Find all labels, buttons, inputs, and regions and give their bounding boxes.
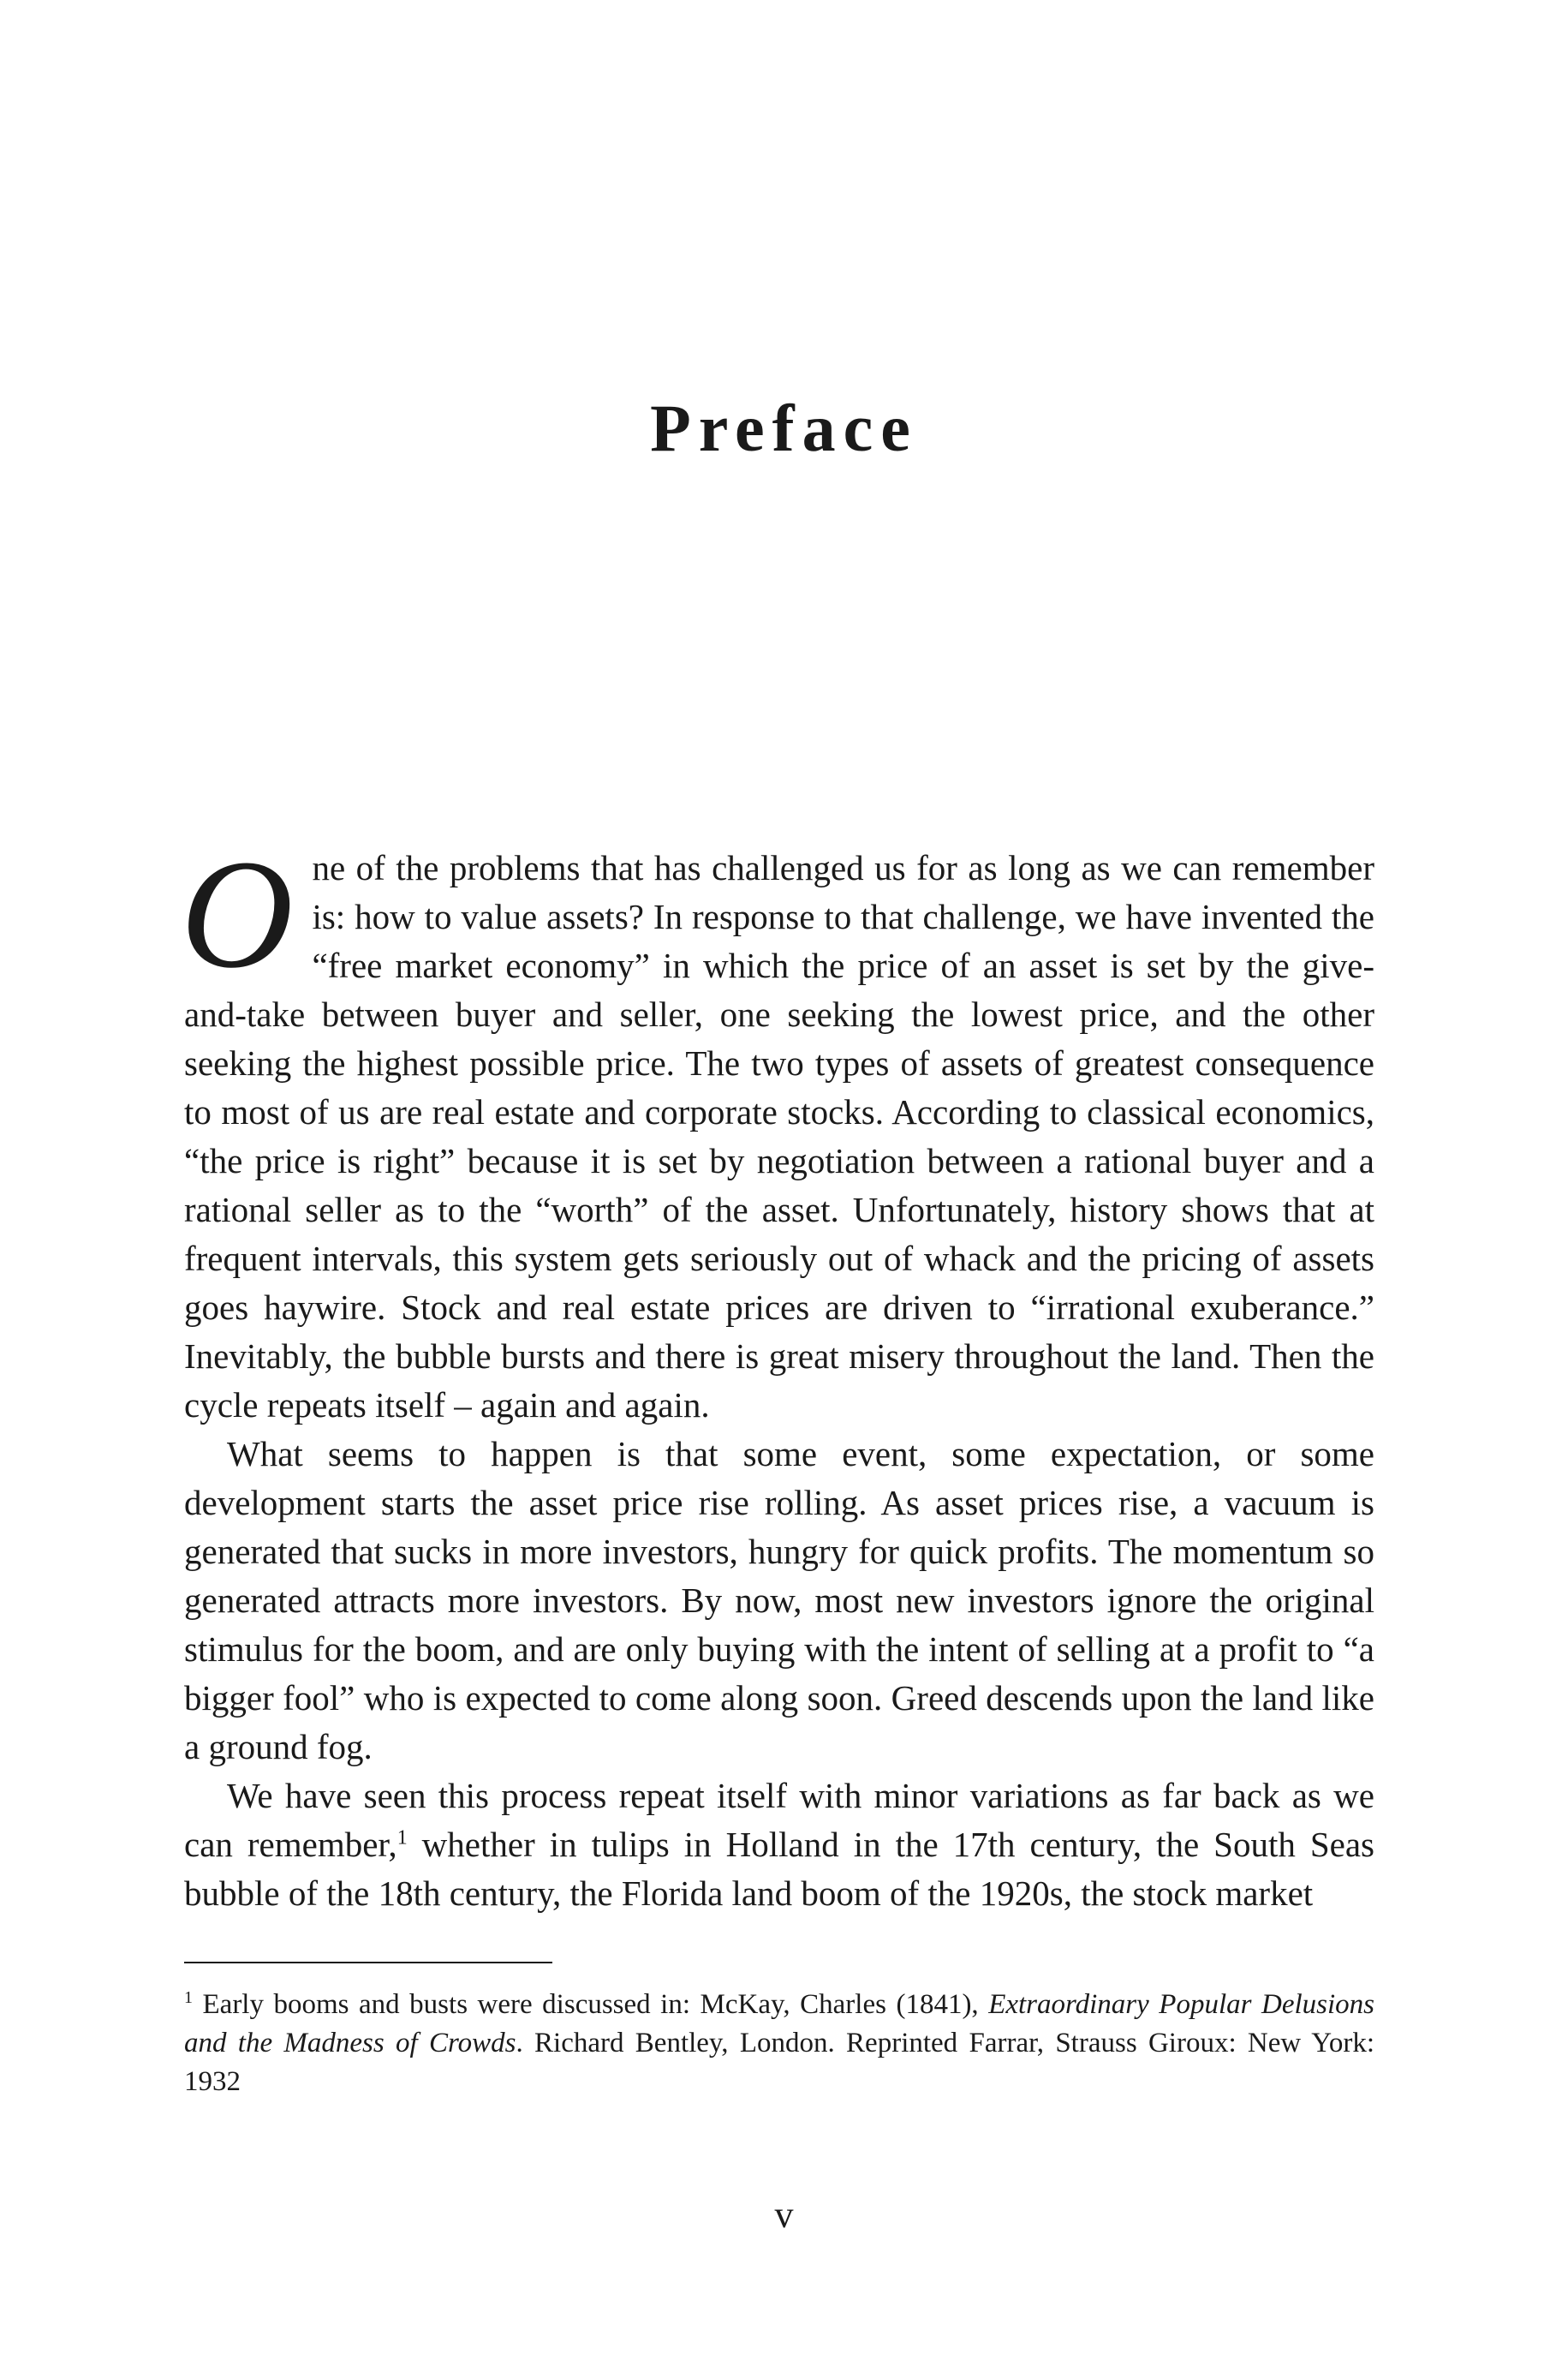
footnote-book-title: Extraordinary Popular Delusions and the Madness of Crowds: [184, 1989, 1374, 2058]
paragraph-1-text: ne of the problems that has challenged us for as long as we can remember is: how to value assets? In response to that challenge, we have invented the “free market economy” in which the price of an asset is set by the give-and-take between buyer and seller, one seeking the lowest price, and the other seeking the highest possible price. The two types of assets of greatest consequence to most of us are real estate and corporate stocks. According to classical economics, “the price is right” because it is set by negotiation between a rational buyer and a rational seller as to the “worth” of the asset. Unfortunately, history shows that at frequent intervals, this system gets seriously out of whack and the pricing of assets goes haywire. Stock and real estate prices are driven to “irrational exuberance.” Inevitably, the bubble bursts and there is great misery throughout the land. Then the cycle repeats itself – again and again.: [184, 848, 1374, 1425]
footnote-divider: [184, 1962, 552, 1963]
footnote-text-b: . Richard Bentley, London. Reprinted Farrar, Strauss Giroux: New York: 1932: [184, 2028, 1374, 2097]
chapter-title: Preface: [650, 391, 918, 465]
page-number: v: [774, 2194, 794, 2236]
footnote-text-a: Early booms and busts were discussed in: McKay, Charles (1841),: [193, 1989, 989, 2020]
body-text: [181, 828, 1374, 1918]
paragraph-3-text-b: whether in tulips in Holland in the 17th century, the South Seas bubble of the 18th century, the Florida land boom of the 1920s, the stock market: [184, 1825, 1374, 1913]
footnote-reference[interactable]: 1: [396, 1826, 408, 1849]
drop-cap: O: [181, 828, 294, 1001]
paragraph-2: What seems to happen is that some event, some expectation, or some development starts the asset price rise rolling. As asset prices rise, a vacuum is generated that sucks in more investors, hungry for quick profits. The momentum so generated attracts more investors. By now, most new investors ignore the original stimulus for the boom, and are only buying with the intent of selling at a profit to “a bigger fool” who is expected to come along soon. Greed descends upon the land like a ground fog.: [184, 1434, 1374, 1766]
paragraph-3-text-a: We have seen this process repeat itself with minor variations as far back as we can remember,: [184, 1776, 1374, 1864]
paragraph-3: [184, 1772, 1374, 1918]
footnote-number: 1: [184, 1988, 193, 2007]
footnote: [184, 1986, 1374, 2101]
paragraph-1: [181, 828, 1374, 1430]
